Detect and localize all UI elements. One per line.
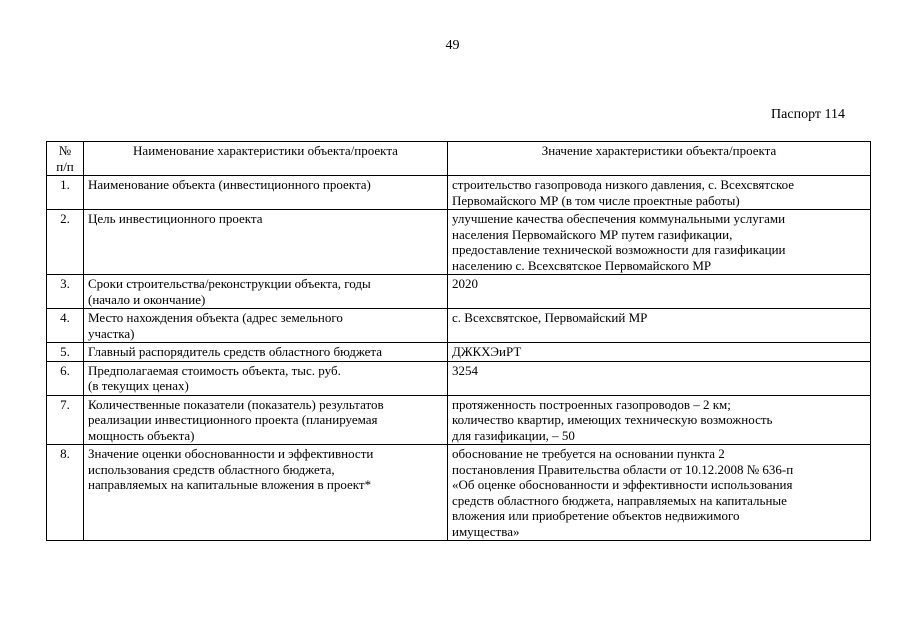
- characteristic-name: [84, 395, 448, 445]
- characteristic-name-line: использования средств областного бюджета,: [88, 461, 335, 477]
- characteristic-name-line: Место нахождения объекта (адрес земельного: [88, 310, 343, 325]
- header-name: Наименование характеристики объекта/проекта: [84, 142, 448, 176]
- characteristic-value: [448, 343, 871, 362]
- characteristic-name-line: Цель инвестиционного проекта: [88, 211, 263, 226]
- characteristic-value-line: средств областного бюджета, направляемых на капитальные: [452, 492, 787, 508]
- characteristic-value: [448, 309, 871, 343]
- row-number: 2.: [47, 210, 84, 275]
- passport-table: [46, 141, 871, 541]
- row-number: 8.: [47, 445, 84, 541]
- characteristic-name-line: мощность объекта): [88, 427, 195, 443]
- characteristic-name-line: Главный распорядитель средств областного бюджета: [88, 344, 383, 359]
- row-number: 7.: [47, 395, 84, 445]
- table-row: [47, 309, 871, 343]
- row-number: 3.: [47, 275, 84, 309]
- passport-label: Паспорт 114: [771, 107, 845, 122]
- table-body: [47, 176, 871, 541]
- characteristic-name-line: Значение оценки обоснованности и эффективности: [88, 446, 374, 461]
- characteristic-name-line: Сроки строительства/реконструкции объекта, годы: [88, 276, 371, 291]
- characteristic-value-line: 2020: [452, 276, 478, 291]
- characteristic-name-line: участка): [88, 325, 135, 341]
- characteristic-name-line: реализации инвестиционного проекта (планируемая: [88, 412, 378, 427]
- header-num: [47, 142, 84, 176]
- characteristic-value-line: обоснование не требуется на основании пункта 2: [452, 446, 725, 461]
- characteristic-value-line: ДЖКХЭиРТ: [452, 344, 522, 359]
- characteristic-value-line: 3254: [452, 362, 478, 378]
- header-num-line: №: [58, 143, 72, 158]
- page-number: 49: [445, 38, 460, 53]
- characteristic-name-line: (в текущих ценах): [88, 378, 189, 393]
- characteristic-name: [84, 210, 448, 275]
- characteristic-value: [448, 275, 871, 309]
- row-number: 4.: [47, 309, 84, 343]
- characteristic-value-line: постановления Правительства области от 10.12.2008 № 636-п: [452, 461, 794, 477]
- table-row: [47, 361, 871, 395]
- characteristic-name-line: Наименование объекта (инвестиционного проекта): [88, 177, 371, 192]
- table-row: [47, 275, 871, 309]
- characteristic-name: [84, 275, 448, 309]
- characteristic-name: [84, 309, 448, 343]
- characteristic-name-line: Количественные показатели (показатель) результатов: [88, 396, 384, 412]
- characteristic-name: [84, 176, 448, 210]
- table-row: [47, 210, 871, 275]
- characteristic-value-line: населению с. Всехсвятское Первомайского МР: [452, 257, 712, 273]
- table-header-row: [47, 142, 871, 176]
- characteristic-name-line: Предполагаемая стоимость объекта, тыс. руб.: [88, 362, 341, 378]
- characteristic-value-line: «Об оценке обоснованности и эффективности использования: [452, 477, 793, 492]
- characteristic-value: [448, 445, 871, 541]
- characteristic-name-line: (начало и окончание): [88, 291, 206, 307]
- characteristic-name: [84, 361, 448, 395]
- characteristic-value: [448, 395, 871, 445]
- characteristic-value-line: предоставление технической возможности для газификации: [452, 242, 786, 257]
- characteristic-value: [448, 210, 871, 275]
- table-row: [47, 343, 871, 362]
- table-row: [47, 176, 871, 210]
- characteristic-value-line: с. Всехсвятское, Первомайский МР: [452, 310, 648, 325]
- characteristic-value: [448, 361, 871, 395]
- characteristic-name-line: направляемых на капитальные вложения в проект*: [88, 477, 372, 492]
- characteristic-value: [448, 176, 871, 210]
- row-number: 6.: [47, 361, 84, 395]
- table-row: [47, 395, 871, 445]
- characteristic-value-line: количество квартир, имеющих техническую возможность: [452, 412, 773, 427]
- characteristic-value-line: населения Первомайского МР путем газификации,: [452, 226, 733, 242]
- header-value: Значение характеристики объекта/проекта: [448, 142, 871, 176]
- characteristic-value-line: вложения или приобретение объектов недвижимого: [452, 508, 740, 523]
- row-number: 5.: [47, 343, 84, 362]
- characteristic-value-line: строительство газопровода низкого давления, с. Всехсвятское: [452, 177, 795, 192]
- characteristic-value-line: улучшение качества обеспечения коммунальными услугами: [452, 211, 786, 226]
- characteristic-value-line: для газификации, – 50: [452, 427, 575, 443]
- row-number: 1.: [47, 176, 84, 210]
- characteristic-name: [84, 343, 448, 362]
- characteristic-value-line: Первомайского МР (в том числе проектные работы): [452, 192, 740, 208]
- characteristic-value-line: протяженность построенных газопроводов – 2 км;: [452, 396, 731, 412]
- header-num-line: п/п: [56, 158, 74, 174]
- characteristic-name: [84, 445, 448, 541]
- table-row: [47, 445, 871, 541]
- characteristic-value-line: имущества»: [452, 523, 520, 539]
